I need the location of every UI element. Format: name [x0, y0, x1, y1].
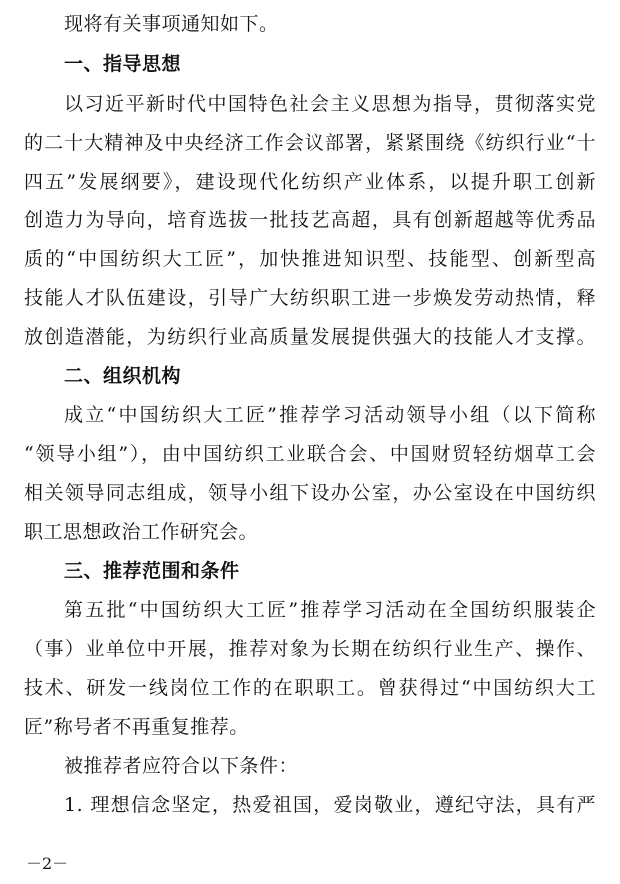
section-heading-organization: 二、组织机构	[64, 365, 182, 387]
paragraph-line: 成立“中国纺织大工匠”推荐学习活动领导小组（以下简称	[64, 404, 596, 426]
paragraph-line: 相关领导同志组成，领导小组下设办公室，办公室设在中国纺织	[24, 482, 596, 504]
intro-line: 现将有关事项通知如下。	[64, 13, 279, 35]
paragraph-line: 匠”称号者不再重复推荐。	[24, 716, 249, 738]
paragraph-line: “领导小组”），由中国纺织工业联合会、中国财贸轻纺烟草工会	[24, 443, 596, 465]
paragraph-line: 被推荐者应符合以下条件：	[64, 755, 299, 777]
paragraph-line: （事）业单位中开展，推荐对象为长期在纺织行业生产、操作、	[24, 638, 596, 660]
section-heading-guiding-ideology: 一、指导思想	[64, 53, 182, 75]
paragraph-line: 职工思想政治工作研究会。	[24, 521, 259, 543]
paragraph-line: 放创造潜能，为纺织行业高质量发展提供强大的技能人才支撑。	[24, 326, 596, 348]
paragraph-line: 技术、研发一线岗位工作的在职职工。曾获得过“中国纺织大工	[24, 677, 596, 699]
paragraph-line: 的二十大精神及中央经济工作会议部署，紧紧围绕《纺织行业“十	[24, 132, 596, 154]
paragraph-line: 第五批“中国纺织大工匠”推荐学习活动在全国纺织服装企	[64, 599, 596, 621]
paragraph-line: 四五”发展纲要》，建设现代化纺织产业体系，以提升职工创新	[24, 171, 596, 193]
paragraph-line: 创造力为导向，培育选拔一批技艺高超，具有创新超越等优秀品	[24, 209, 596, 231]
paragraph-line: 1. 理想信念坚定，热爱祖国，爱岗敬业，遵纪守法，具有严	[64, 794, 596, 816]
paragraph-line: 技能人才队伍建设，引导广大纺织职工进一步焕发劳动热情，释	[24, 287, 596, 309]
paragraph-line: 质的“中国纺织大工匠”，加快推进知识型、技能型、创新型高	[24, 248, 596, 270]
section-heading-scope-conditions: 三、推荐范围和条件	[64, 560, 240, 582]
paragraph-line: 以习近平新时代中国特色社会主义思想为指导，贯彻落实党	[64, 93, 596, 115]
page-number: －2－	[26, 854, 69, 873]
